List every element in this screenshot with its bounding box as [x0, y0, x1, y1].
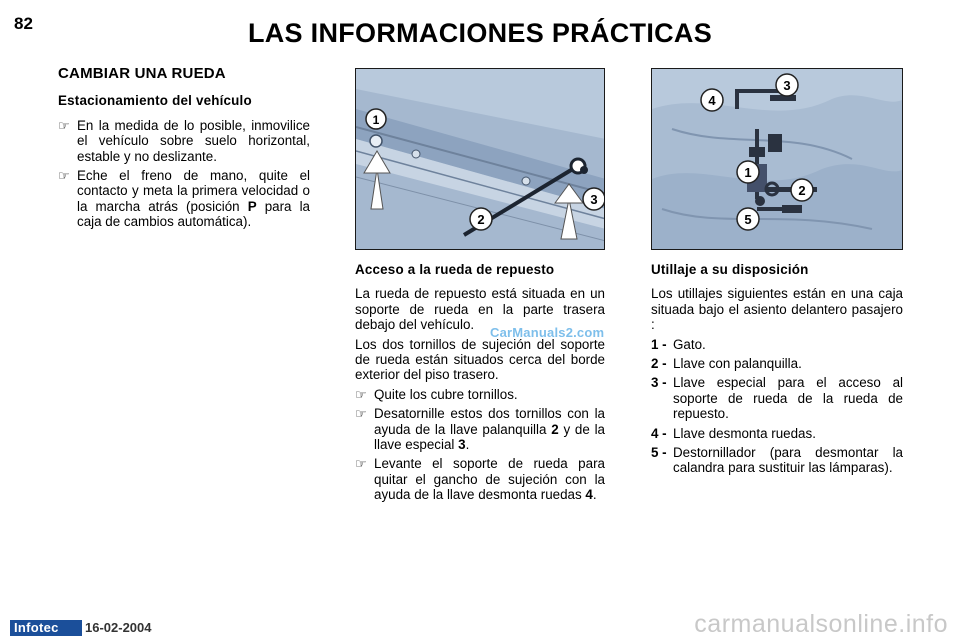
list-item [651, 375, 903, 421]
list-item [651, 337, 903, 352]
list-item [651, 426, 903, 441]
middle-column [355, 262, 605, 507]
list-text: Destornillador (para desmontar la calandra para sustituir las lámparas). [673, 445, 903, 476]
callout-label: 1 [372, 113, 380, 127]
watermark: CarManuals2.com [490, 325, 605, 340]
pointing-hand-icon: ☞ [58, 168, 70, 184]
bullet-text-bold: 2 [551, 421, 559, 437]
footer-site-watermark: carmanualsonline.info [694, 610, 948, 638]
list-text: Llave desmonta ruedas. [673, 425, 816, 441]
paragraph: Los utillajes siguientes están en una caja situada bajo el asiento delantero pasajero : [651, 286, 903, 333]
bullet-text-bold: 3 [458, 437, 466, 453]
list-number: 3 - [651, 375, 667, 391]
bullet-text: Levante el soporte de rueda para quitar el gancho de sujeción con la ayuda de la llave desmonta ruedas [374, 456, 605, 503]
pointing-hand-icon: ☞ [58, 117, 70, 133]
subhead-tools: Utillaje a su disposición [651, 262, 809, 277]
infotec-logo: Infotec [10, 620, 82, 636]
bullet-text: y de la llave especial [374, 421, 605, 453]
list-item [651, 445, 903, 476]
bullet-text: En la medida de lo posible, inmovilice el vehículo sobre suelo horizontal, estable y no deslizante. [77, 117, 310, 164]
list-number: 4 - [651, 425, 667, 441]
callout-label: 3 [590, 192, 598, 207]
section-title: CAMBIAR UNA RUEDA [58, 65, 226, 82]
pointing-hand-icon: ☞ [355, 456, 367, 472]
callout-label: 3 [783, 78, 791, 93]
bullet-item [58, 118, 310, 164]
tool-kit-illustration [651, 68, 903, 250]
bullet-text-bold: 4 [585, 487, 593, 503]
right-column [651, 262, 903, 480]
subhead-parking: Estacionamiento del vehículo [58, 93, 252, 109]
paragraph: Los dos tornillos de sujeción del soporte de rueda están situados cerca del borde exterior del piso trasero. [355, 336, 605, 383]
subhead-spare-wheel-access: Acceso a la rueda de repuesto [355, 262, 555, 277]
bullet-text: . [592, 487, 597, 503]
spare-wheel-access-illustration [355, 68, 605, 250]
callout-label: 4 [708, 93, 716, 108]
bullet-text: . [465, 437, 470, 453]
list-number: 1 - [651, 336, 667, 352]
bullet-text: Quite los cubre tornillos. [374, 386, 518, 402]
bullet-item [355, 387, 605, 402]
bullet-text: Desatornille estos dos tornillos con la ayuda de la llave palanquilla [374, 406, 605, 437]
left-column [58, 66, 310, 234]
footer-date: 16-02-2004 [85, 620, 152, 635]
list-text: Gato. [673, 336, 706, 352]
bullet-item [355, 456, 605, 502]
page-number: 82 [14, 14, 33, 33]
list-number: 2 - [651, 356, 667, 372]
callout-label: 5 [744, 212, 752, 227]
callout-label: 1 [744, 165, 752, 180]
pointing-hand-icon: ☞ [355, 386, 367, 402]
list-text: Llave especial para el acceso al soporte de rueda de la rueda de repuesto. [673, 375, 903, 422]
list-text: Llave con palanquilla. [673, 356, 802, 372]
bullet-text: Eche el freno de mano, quite el contacto y meta la primera velocidad o la marcha atrás (posición [77, 168, 310, 214]
list-item [651, 356, 903, 371]
pointing-hand-icon: ☞ [355, 406, 367, 422]
paragraph: La rueda de repuesto está situada en un soporte de rueda en la parte trasera debajo del vehículo. [355, 286, 605, 333]
bullet-item [58, 168, 310, 230]
list-number: 5 - [651, 445, 667, 461]
bullet-text: para la caja de cambios automática). [77, 198, 310, 230]
page-title: LAS INFORMACIONES PRÁCTICAS [247, 18, 713, 48]
callout-label: 2 [477, 212, 485, 227]
callout-label: 2 [798, 183, 806, 198]
bullet-item [355, 406, 605, 452]
bullet-text-bold: P [247, 198, 257, 214]
